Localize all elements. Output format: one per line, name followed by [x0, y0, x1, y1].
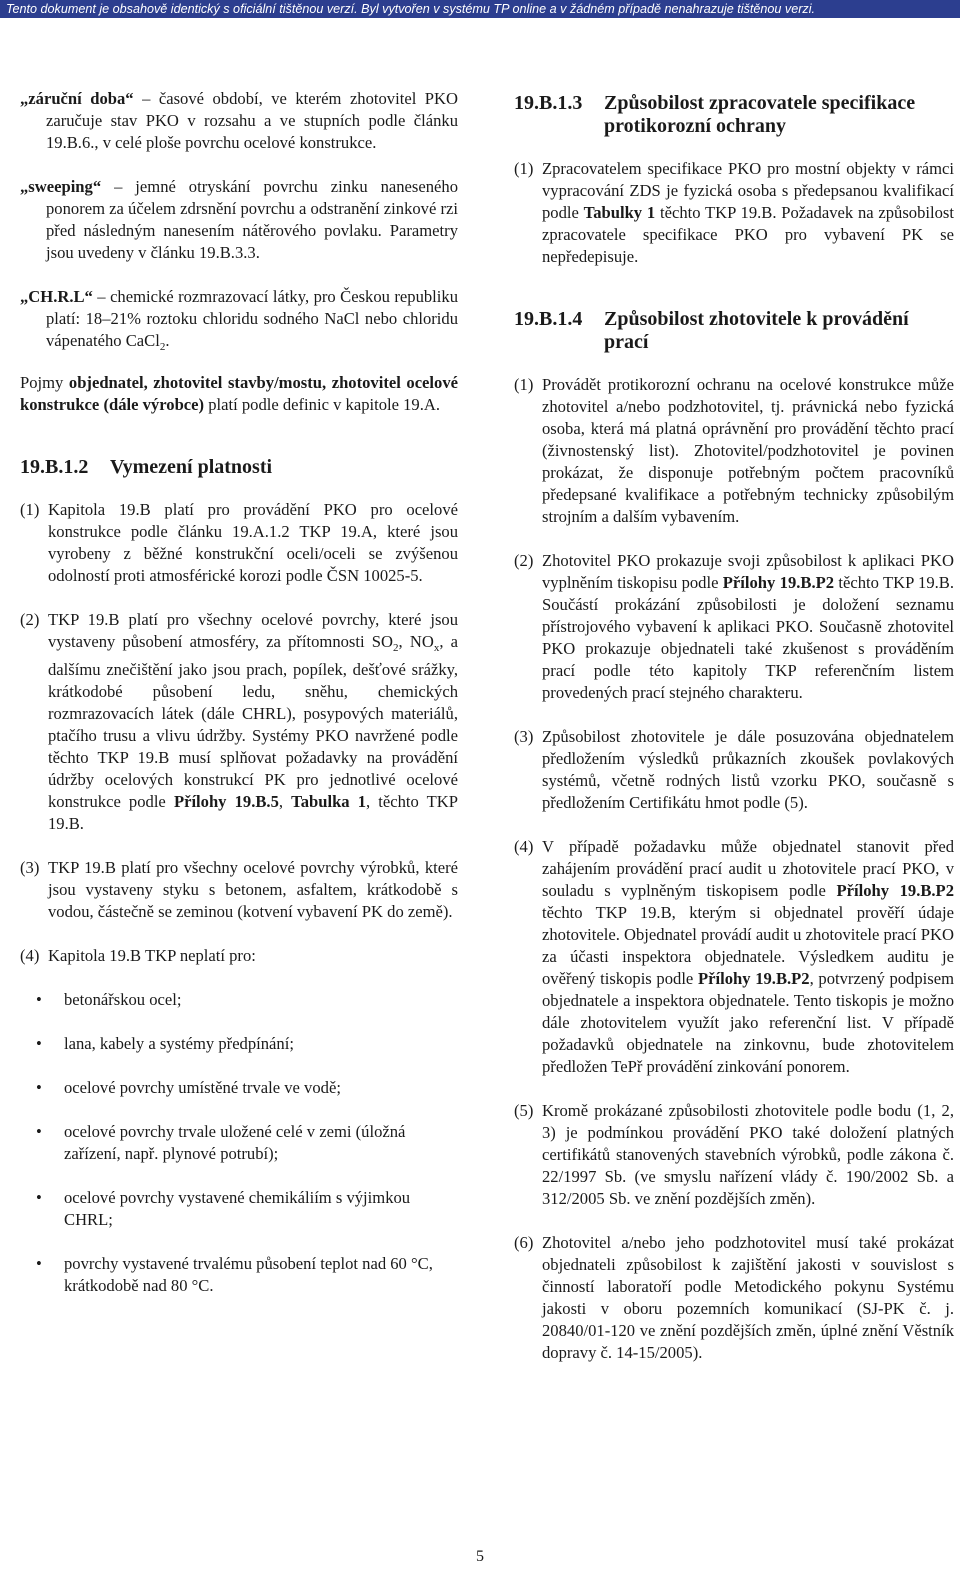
- definition-text: – chemické rozmrazovací látky, pro Českou republiku platí: 18–21% roztoku chloridu sodného NaCl nebo chloridu vápenatého CaCl: [46, 287, 458, 350]
- item-text: Kapitola 19.B platí pro provádění PKO pro ocelové konstrukce podle článku 19.A.1.2 TKP 19.A, které jsou vyrobeny z běžné konstrukční oceli/oceli se zvýšenou odolností proti atmosférické korozi podle ČSN 10025-5.: [48, 500, 458, 585]
- item-number: (1): [514, 159, 534, 178]
- left-column: [20, 88, 458, 1297]
- item-text-part: Zpracovatelem specifikace PKO pro mostní objekty v rámci vypracování ZDS je fyzická osoba s předepsanou kvalifikací podle: [542, 159, 954, 222]
- item-number: (6): [514, 1233, 534, 1252]
- exclusion-bullet: [20, 1253, 458, 1297]
- bullet-symbol: •: [36, 990, 42, 1009]
- subscript: 2: [159, 341, 166, 353]
- item-text: Provádět protikorozní ochranu na ocelové konstrukce může zhotovitel a/nebo podzhotovitel, tj. právnická nebo fyzická osoba, která má platná oprávnění pro provádění těchto prací (živnostenský list). Zhotovitel/podzhotovitel je povinen prokázat, že disponuje potřebným počtem pracovníků předepsané kvalifikace a potřebným technicky způsobilým strojním a dalším vybavením.: [542, 375, 954, 526]
- right-column: [514, 88, 954, 1364]
- definition-sweeping: [20, 176, 458, 264]
- item-text-part: Zhotovitel PKO prokazuje svoji způsobilost k aplikaci PKO vyplněním tiskopisu podle: [542, 551, 954, 592]
- definition-term: „CH.R.L“: [20, 287, 93, 306]
- bullet-symbol: •: [36, 1254, 42, 1273]
- bullet-text: lana, kabely a systémy předpínání;: [64, 1034, 294, 1053]
- item-text-part: , těchto TKP 19.B.: [48, 792, 459, 833]
- item-number: (2): [514, 551, 534, 570]
- item-text: TKP 19.B platí pro všechny ocelové povrchy výrobků, které jsou vystaveny styku s betonem, asfaltem, krátkodobě s vodou, částečně se zeminou (kotvení vybavení PK do země).: [48, 858, 458, 921]
- terms-bold: objednatel, zhotovitel stavby/mostu, zhotovitel ocelové konstrukce (dále výrobce): [20, 373, 458, 414]
- item-text-part: , NO: [398, 632, 434, 651]
- item-bold-ref: Tabulka 1: [291, 792, 367, 811]
- contractor-item-1: [514, 374, 954, 528]
- item-number: (1): [514, 375, 534, 394]
- subscript: 2: [393, 642, 399, 654]
- contractor-item-4: [514, 836, 954, 1078]
- item-text-part: TKP 19.B platí pro všechny ocelové povrchy, které jsou vystaveny působení atmosféry, za přítomnosti SO: [48, 610, 458, 651]
- exclusion-bullet: [20, 1187, 458, 1231]
- section-number: 19.B.1.2: [20, 456, 89, 478]
- bullet-text: ocelové povrchy umístěné trvale ve vodě;: [64, 1078, 341, 1097]
- item-text-part: těchto TKP 19.B. Požadavek na způsobilost zpracovatele specifikace PKO pro vybavení PK se nepředepisuje.: [542, 203, 954, 266]
- item-bold-ref: Přílohy 19.B.5: [173, 792, 279, 811]
- spec-item-1: [514, 158, 954, 268]
- item-number: (4): [514, 837, 534, 856]
- item-bold-ref: Přílohy 19.B.P2: [836, 881, 954, 900]
- contractor-item-6: [514, 1232, 954, 1364]
- scope-item-1: [20, 499, 458, 587]
- item-text: Zhotovitel a/nebo jeho podzhotovitel musí také prokázat objednateli způsobilost k zajištění jakosti v souvislost s činností laboratoří podle Metodického pokynu Systému jakosti v oboru pozemních komunikací (SJ-PK č. j. 20840/01-120 ve znění pozdějších změn, úplné znění Věstník dopravy č. 14-15/2005).: [542, 1233, 954, 1362]
- definition-warranty-period: [20, 88, 458, 154]
- definition-text: – časové období, ve kterém zhotovitel PKO zaručuje stav PKO v rozsahu a ve stupních podle článku 19.B.6., v celé ploše povrchu ocelové konstrukce.: [46, 89, 458, 152]
- terms-paragraph: [20, 372, 458, 416]
- section-title: Způsobilost zhotovitele k provádění prací: [604, 308, 909, 353]
- item-text: Kromě prokázané způsobilosti zhotovitele podle bodu (1, 2, 3) je podmínkou provádění PKO také doložení platných certifikátů stanovených stavebních výrobků, podle zákona č. 22/1997 Sb. (ve smyslu nařízení vlády č. 190/2002 Sb. a 312/2005 Sb. ve znění pozdějších změn).: [542, 1101, 954, 1208]
- bullet-text: povrchy vystavené trvalému působení teplot nad 60 °C, krátkodobě nad 80 °C.: [64, 1254, 433, 1295]
- item-text: [542, 550, 954, 704]
- item-text: [48, 609, 458, 835]
- definition-end: .: [165, 331, 170, 350]
- contractor-item-5: [514, 1100, 954, 1210]
- item-text: Kapitola 19.B TKP neplatí pro:: [48, 946, 256, 965]
- bullet-symbol: •: [36, 1122, 42, 1141]
- definition-chrl: [20, 286, 458, 358]
- bullet-symbol: •: [36, 1188, 42, 1207]
- definition-text: – jemné otryskání povrchu zinku naneseného ponorem za účelem zdrsnění povrchu a odstranění zinkové rzi před následným nanesením nátěrového povlaku. Parametry jsou uvedeny v článku 19.B.3.3.: [46, 177, 458, 262]
- exclusion-bullet: [20, 1077, 458, 1099]
- bullet-text: betonářskou ocel;: [64, 990, 182, 1009]
- item-text-part: ,: [278, 792, 292, 811]
- item-number: (1): [20, 500, 40, 519]
- item-bold-ref: Přílohy 19.B.P2: [722, 573, 835, 592]
- exclusion-bullet: [20, 989, 458, 1011]
- section-heading-spec-competence: [514, 92, 954, 138]
- scope-item-3: [20, 857, 458, 923]
- item-text-part: těchto TKP 19.B. Součástí prokázání způsobilosti je doložení seznamu přístrojového vybavení k aplikaci PKO. Současně zhotovitel PKO prokazuje objednateli také zkušenost s prováděním prací podle této kapitoly TKP referenčním listem provedených prací stejného charakteru.: [542, 573, 954, 702]
- item-text: [542, 158, 954, 268]
- definition-term: „záruční doba“: [20, 89, 134, 108]
- item-number: (4): [20, 946, 40, 965]
- exclusion-bullet: [20, 1121, 458, 1165]
- section-heading-contractor-competence: [514, 308, 954, 354]
- section-title: Způsobilost zpracovatele specifikace protikorozní ochrany: [604, 92, 916, 137]
- bullet-text: ocelové povrchy vystavené chemikáliím s výjimkou CHRL;: [64, 1188, 411, 1229]
- definition-term: „sweeping“: [20, 177, 102, 196]
- item-bold-ref: Přílohy 19.B.P2: [697, 969, 810, 988]
- scope-item-4: [20, 945, 458, 967]
- item-bold-ref: Tabulky 1: [583, 203, 656, 222]
- item-number: (5): [514, 1101, 534, 1120]
- page-number: 5: [476, 1548, 484, 1565]
- item-number: (3): [514, 727, 534, 746]
- item-number: (3): [20, 858, 40, 877]
- item-text-part: těchto TKP 19.B, kterým si objednatel prověří údaje zhotovitele. Objednatel provádí audit u zhotovitele prací PKO za účasti inspektora objednatele. Výsledkem auditu je ověřený tiskopis podle: [542, 903, 954, 988]
- contractor-item-2: [514, 550, 954, 704]
- item-number: (2): [20, 610, 40, 629]
- scope-item-2: [20, 609, 458, 835]
- bullet-symbol: •: [36, 1078, 42, 1097]
- bullet-text: ocelové povrchy trvale uložené celé v zemi (úložná zařízení, např. plynové potrubí);: [64, 1122, 406, 1163]
- terms-text: Pojmy: [20, 373, 69, 392]
- item-text-part: , a dalšímu znečištění jako jsou prach, popílek, dešťové srážky, krátkodobé působení ledu, sněhu, chemických rozmrazovacích látek (dále CHRL), posypových materiálů, ptačího trusu a vlivu údržby. Systémy PKO navržené podle těchto TKP 19.B musí splňovat požadavky na provádění údržby ocelových konstrukcí PK pro jednotlivé ocelové konstrukce podle: [48, 632, 459, 811]
- item-text-part: , potvrzený podpisem objednatele a inspektora objednatele. Tento tiskopis je možno dále zhotovitelem využít jako referenční list. V případě požadavků objednatele na zinkovnu, bude zhotovitelem předložen TePř provádění zinkování ponorem.: [542, 969, 954, 1076]
- section-heading-scope: [20, 456, 458, 479]
- section-title: Vymezení platnosti: [110, 456, 273, 478]
- item-text: Způsobilost zhotovitele je dále posuzována objednatelem předložením výsledků průkazních zkoušek povlakových systémů, včetně rodných listů vzorku PKO, současně s předložením Certifikátu hmot podle (5).: [542, 727, 954, 812]
- bullet-symbol: •: [36, 1034, 42, 1053]
- item-text: [542, 836, 954, 1078]
- subscript: x: [433, 642, 440, 654]
- section-number: 19.B.1.4: [514, 308, 583, 330]
- section-number: 19.B.1.3: [514, 92, 583, 114]
- item-text-part: V případě požadavku může objednatel stanovit před zahájením provádění prací audit u zhotovitele prací PKO, v souladu s vyplněným tiskopisem podle: [542, 837, 954, 900]
- contractor-item-3: [514, 726, 954, 814]
- exclusion-bullet: [20, 1033, 458, 1055]
- disclaimer-banner: Tento dokument je obsahově identický s oficiální tištěnou verzí. Byl vytvořen v systému TP online a v žádném případě nenahrazuje tištěnou verzi.: [0, 0, 960, 18]
- terms-text-end: platí podle definic v kapitole 19.A.: [204, 395, 441, 414]
